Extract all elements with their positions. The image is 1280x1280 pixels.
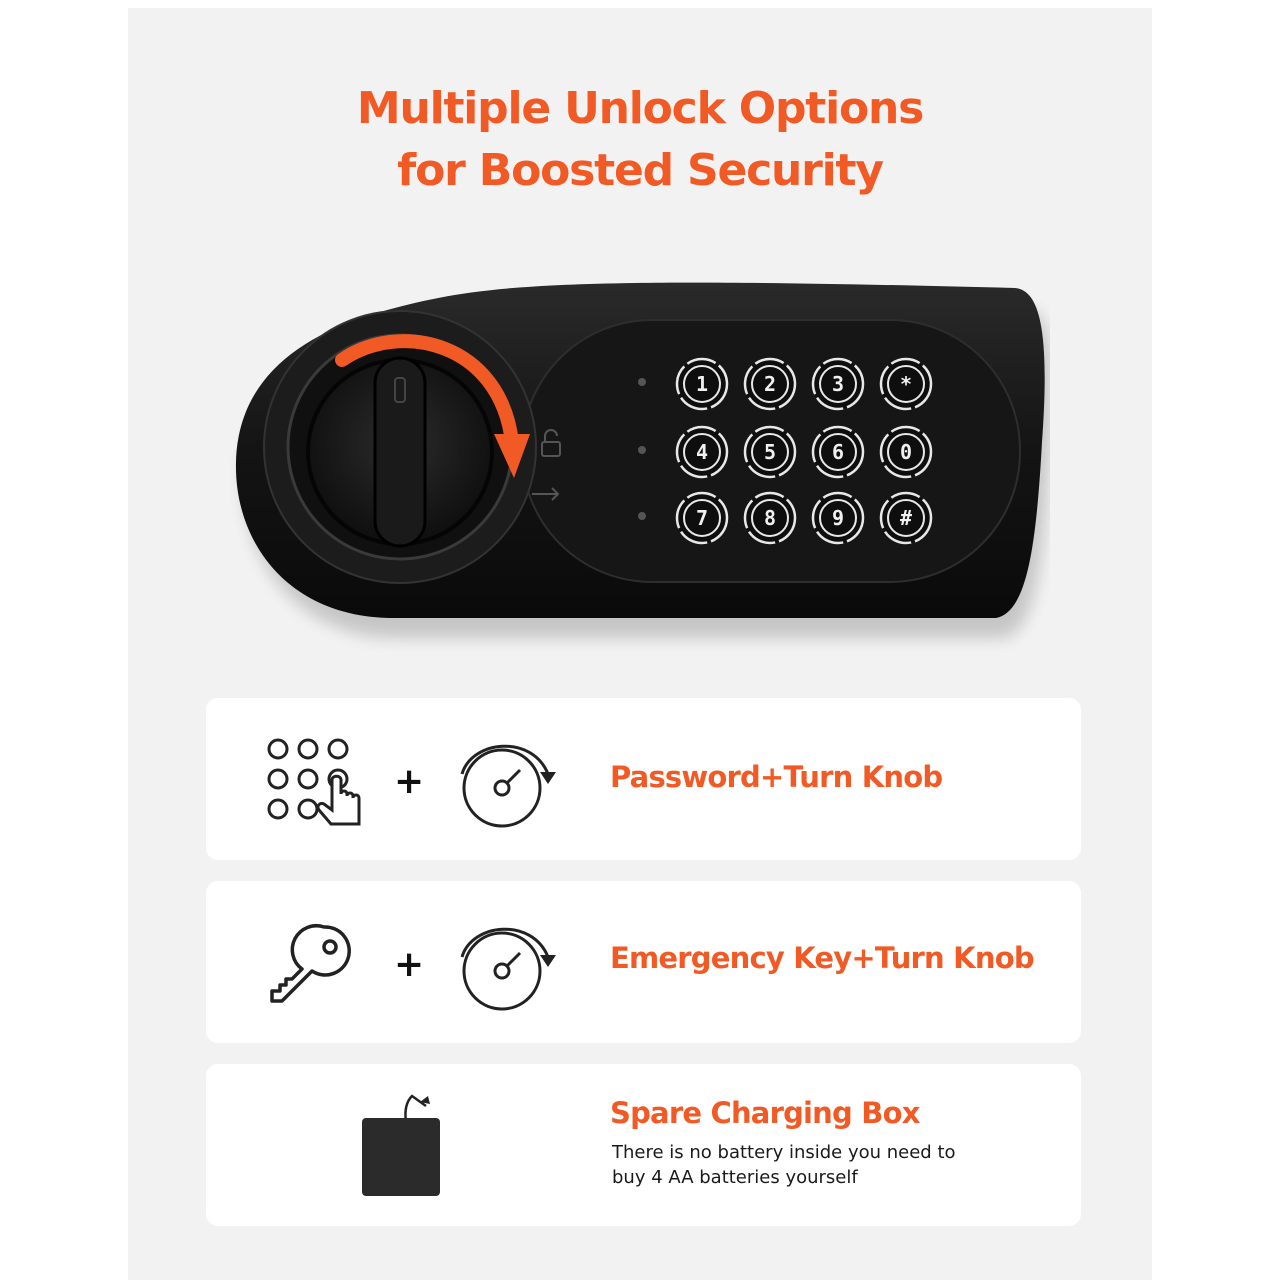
keypad-key-label: 9 (831, 506, 845, 530)
option-card-password (206, 698, 1081, 860)
option-label: Password+Turn Knob (610, 760, 943, 794)
keypad-key-1 (677, 359, 727, 409)
keypad-key-label: 4 (695, 440, 709, 464)
keypad-key-7 (677, 493, 727, 543)
option-label: Spare Charging Box (610, 1096, 920, 1130)
keypad-key-0 (881, 427, 931, 477)
keypad-key-9 (813, 493, 863, 543)
keypad-key-label: 3 (831, 372, 845, 396)
keypad-key-8 (745, 493, 795, 543)
key-icon (268, 921, 358, 1007)
keypad-key-2 (745, 359, 795, 409)
keypad-key-label: 0 (899, 440, 913, 464)
turn-knob-icon (452, 734, 560, 834)
knob-handle (375, 358, 425, 546)
keypad-key-label: # (899, 506, 913, 530)
keypad-press-icon (262, 736, 374, 828)
keypad-key-label: * (899, 372, 913, 396)
option-description (612, 1140, 1032, 1190)
option-card-charging-box (206, 1064, 1081, 1226)
keypad-key-label: 2 (763, 372, 777, 396)
keypad-key-* (881, 359, 931, 409)
keypad-key-4 (677, 427, 727, 477)
electronic-lock-image (230, 272, 1050, 662)
keypad-key-6 (813, 427, 863, 477)
title-line-2: for Boosted Security (397, 145, 883, 196)
turn-knob-icon (452, 917, 560, 1017)
keypad-key-# (881, 493, 931, 543)
plus-sign: + (394, 944, 425, 985)
keypad-key-label: 7 (695, 506, 709, 530)
description-line-2: buy 4 AA batteries yourself (612, 1167, 858, 1188)
option-card-emergency-key (206, 881, 1081, 1043)
option-label: Emergency Key+Turn Knob (610, 941, 1034, 975)
page-title (0, 78, 1280, 202)
description-line-1: There is no battery inside you need to (612, 1142, 956, 1163)
battery-box-icon (356, 1086, 446, 1200)
keypad-key-5 (745, 427, 795, 477)
plus-sign: + (394, 761, 425, 802)
keypad-key-label: 8 (763, 506, 777, 530)
title-line-1: Multiple Unlock Options (356, 83, 924, 134)
keypad-key-label: 6 (831, 440, 845, 464)
keypad-key-label: 5 (763, 440, 777, 464)
keypad-key-label: 1 (695, 372, 709, 396)
keypad-key-3 (813, 359, 863, 409)
